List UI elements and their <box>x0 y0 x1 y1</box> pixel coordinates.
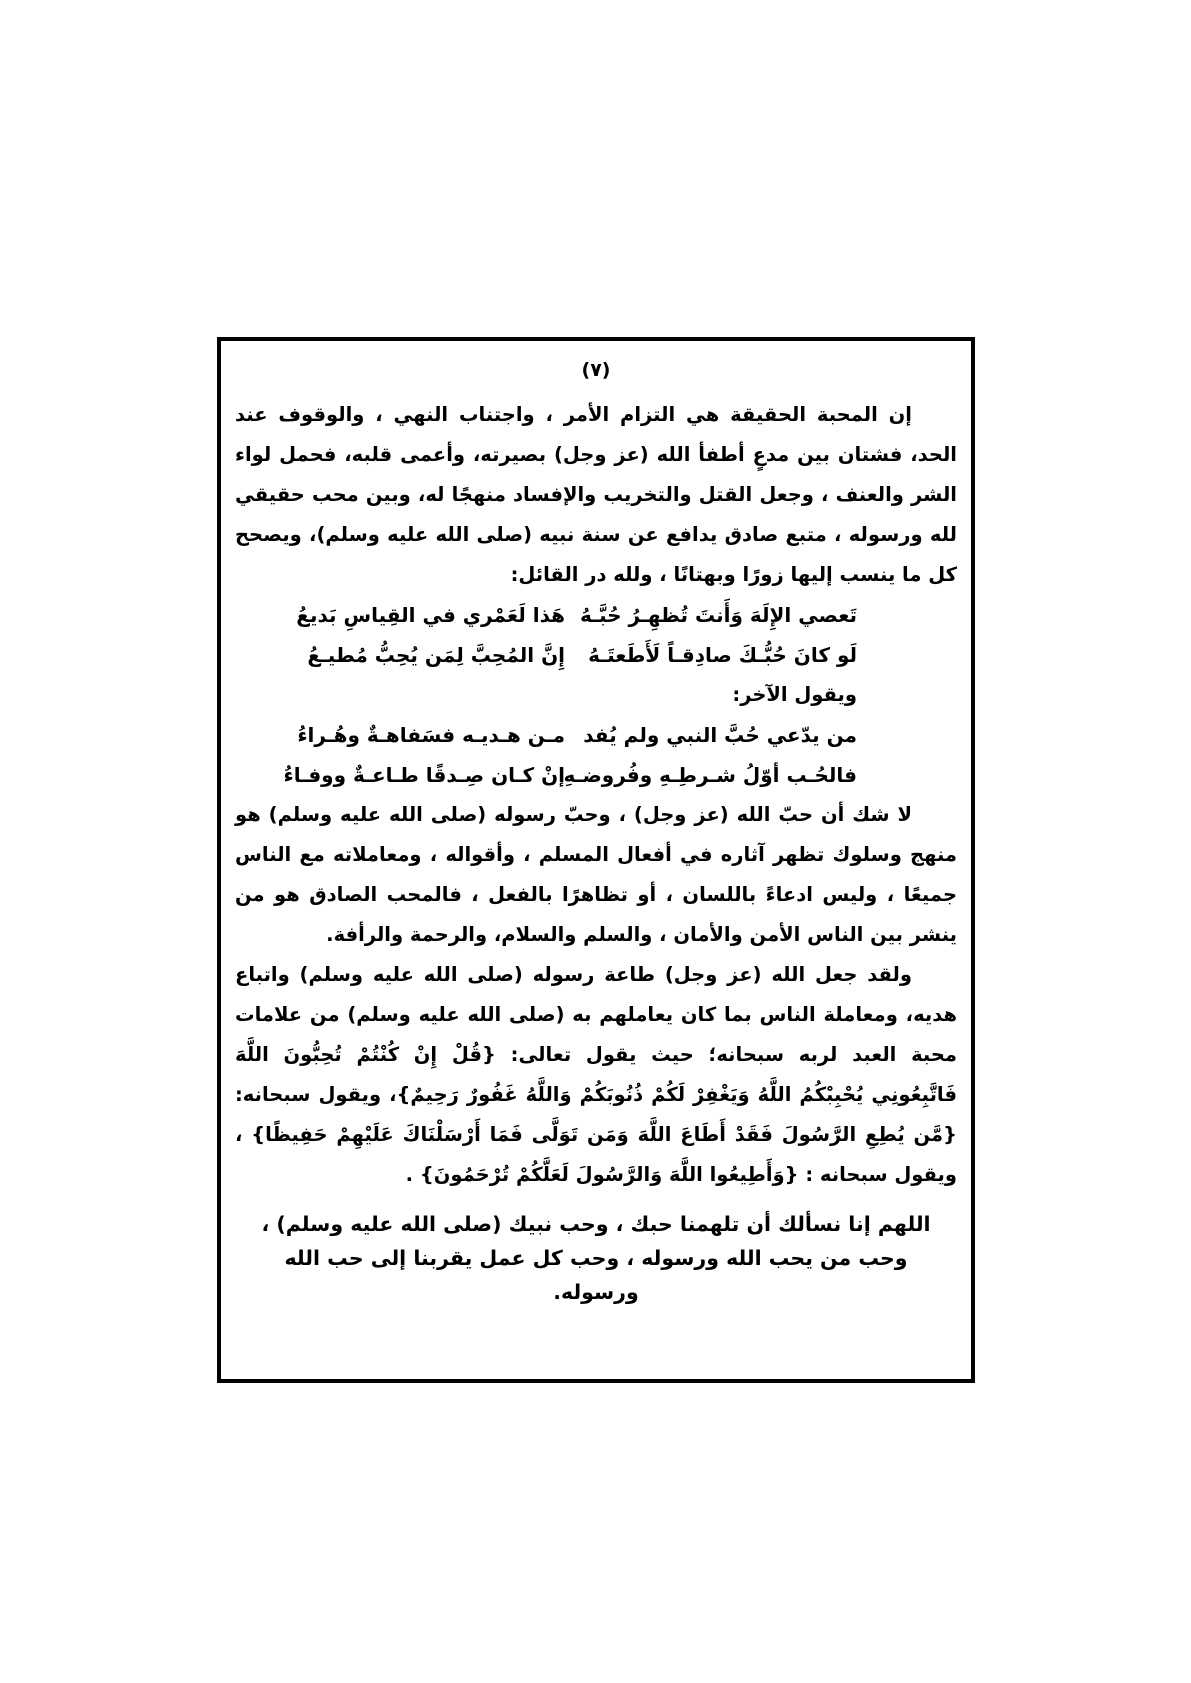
hemistich: من يدّعي حُبَّ النبي ولم يُفد <box>583 723 857 747</box>
hemistich: إنْ كـان صِـدقًا طـاعـةٌ ووفـاءُ <box>283 763 565 787</box>
poem-first-verse-1 <box>235 595 857 635</box>
poem-second <box>235 675 957 795</box>
hemistich: هَذا لَعَمْري في القِياسِ بَديعُ <box>296 603 565 627</box>
hemistich: لَو كانَ حُبُّـكَ صادِقـاً لَأَطَعتَـهُ <box>588 643 857 667</box>
hemistich: فالحُـب أوّلُ شـرطِـهِ وفُروضـهِ <box>563 763 857 787</box>
hemistich: إِنَّ المُحِبَّ لِمَن يُحِبُّ مُطيـعُ <box>307 643 565 667</box>
hemistich: تَعصي الإِلَهَ وَأَنتَ تُظهِـرُ حُبَّـهُ <box>580 603 857 627</box>
poem-second-intro: ويقول الآخر: <box>732 683 857 706</box>
poem-second-verse-2 <box>235 755 857 795</box>
closing-prayer: اللهم إنا نسألك أن تلهمنا حبك ، وحب نبيك (صلى الله عليه وسلم) ، وحب من يحب الله ورسوله ، وحب كل عمل يقربنا إلى حب الله ورسوله. <box>261 1212 931 1304</box>
poem-second-verse-1 <box>235 715 857 755</box>
page-frame <box>217 337 975 1383</box>
paragraph-true-love: إن المحبة الحقيقة هي التزام الأمر ، واجتناب النهي ، والوقوف عند الحد، فشتان بين مدعٍ أطفأ الله (عز وجل) بصيرته، وأعمى قلبه، فحمل لواء الشر والعنف ، وجعل القتل والتخريب والإفساد منهجًا له، وبين محب حقيقي لله ورسوله ، متبع صادق يدافع عن سنة نبيه (صلى الله عليه وسلم)، ويصحح كل ما ينسب إليها زورًا وبهتانًا ، ولله در القائل: <box>235 403 957 586</box>
hemistich: مـن هـديـه فسَفاهـةٌ وهُـراءُ <box>297 723 565 747</box>
poem-first-verse-2 <box>235 635 857 675</box>
page-content <box>235 395 957 1309</box>
page-number: (٧) <box>581 359 611 381</box>
paragraph-love-of-allah: لا شك أن حبّ الله (عز وجل) ، وحبّ رسوله (صلى الله عليه وسلم) هو منهج وسلوك تظهر آثاره في أفعال المسلم ، وأقواله ، ومعاملاته مع الناس جميعًا ، وليس ادعاءً باللسان ، أو تظاهرًا بالفعل ، فالمحب الصادق هو من ينشر بين الناس الأمن والأمان ، والسلم والسلام، والرحمة والرأفة. <box>235 803 957 946</box>
poem-first <box>235 595 957 675</box>
paragraph-obedience: ولقد جعل الله (عز وجل) طاعة رسوله (صلى الله عليه وسلم) واتباع هديه، ومعاملة الناس بما كان يعاملهم به (صلى الله عليه وسلم) من علامات محبة العبد لربه سبحانه؛ حيث يقول تعالى: {قُلْ إِنْ كُنْتُمْ تُحِبُّونَ اللَّهَ فَاتَّبِعُونِي يُحْبِبْكُمُ اللَّهُ وَيَغْفِرْ لَكُمْ ذُنُوبَكُمْ وَاللَّهُ غَفُورٌ رَحِيمٌ}، ويقول سبحانه: {مَّن يُطِعِ الرَّسُولَ فَقَدْ أَطَاعَ اللَّهَ وَمَن تَوَلَّى فَمَا أَرْسَلْنَاكَ عَلَيْهِمْ حَفِيظًا} ، ويقول سبحانه : {وَأَطِيعُوا اللَّهَ وَالرَّسُولَ لَعَلَّكُمْ تُرْحَمُونَ} . <box>235 963 957 1186</box>
